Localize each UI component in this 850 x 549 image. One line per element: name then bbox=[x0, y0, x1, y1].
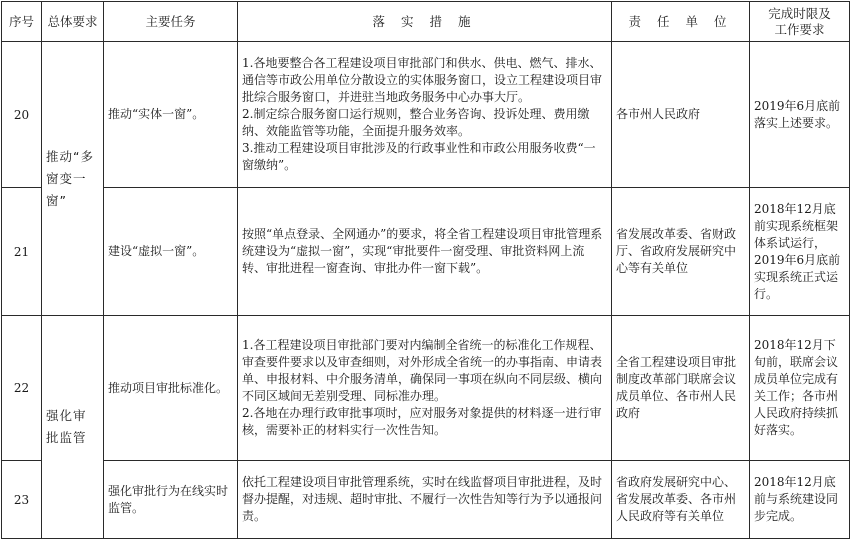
header-main-task: 主要任务 bbox=[104, 2, 238, 42]
row-number: 20 bbox=[2, 42, 42, 188]
measures-cell bbox=[238, 188, 612, 316]
header-row bbox=[2, 2, 850, 42]
responsible-unit: 省发展改革委、省财政厅、省政府发展研究中心等有关单位 bbox=[612, 188, 750, 316]
responsible-unit: 各市州人民政府 bbox=[612, 42, 750, 188]
measure-item: 1.各地要整合各工程建设项目审批部门和供水、供电、燃气、排水、通信等市政公用单位分散设立的实体服务窗口，设立工程建设项目审批综合服务窗口，并进驻当地政务服务中心办事大厅。 bbox=[242, 56, 603, 104]
table-row bbox=[2, 188, 850, 316]
main-task: 强化审批行为在线实时监管。 bbox=[104, 461, 238, 539]
deadline: 2019年6月底前落实上述要求。 bbox=[750, 42, 850, 188]
header-seq: 序号 bbox=[2, 2, 42, 42]
responsible-unit: 省政府发展研究中心、省发展改革委、各市州人民政府等有关单位 bbox=[612, 461, 750, 539]
measures-cell bbox=[238, 316, 612, 461]
group-requirement: 推动“多窗变一窗” bbox=[42, 42, 104, 316]
measure-item: 依托工程建设项目审批管理系统，实时在线监督项目审批进程，及时督办提醒，对违规、超时审批、不履行一次性告知等行为予以通报问责。 bbox=[242, 475, 603, 523]
deadline: 2018年12月底前实现系统框架体系试运行，2019年6月底前实现系统正式运行。 bbox=[750, 188, 850, 316]
measure-item: 1.各工程建设项目审批部门要对内编制全省统一的标准化工作规程、审查要件要求以及审查细则，对外形成全省统一的办事指南、申请表单、申报材料、中介服务清单，确保同一事项在纵向不同层级、横向不同区域间无差别受理、同标准办理。 bbox=[242, 338, 603, 403]
header-general-requirement: 总体要求 bbox=[42, 2, 104, 42]
main-task: 建设“虚拟一窗”。 bbox=[104, 188, 238, 316]
measure-item: 3.推动工程建设项目审批涉及的行政事业性和市政公用服务收费“一窗缴纳”。 bbox=[242, 141, 596, 172]
header-deadline: 完成时限及 工作要求 bbox=[750, 2, 850, 42]
header-responsible-unit: 责 任 单 位 bbox=[612, 2, 750, 42]
deadline: 2018年12月下旬前，联席会议成员单位完成有关工作；各市州人民政府持续抓好落实。 bbox=[750, 316, 850, 461]
responsible-unit: 全省工程建设项目审批制度改革部门联席会议成员单位、各市州人民政府 bbox=[612, 316, 750, 461]
main-task: 推动项目审批标准化。 bbox=[104, 316, 238, 461]
table-row bbox=[2, 461, 850, 539]
group-requirement: 强化审批监管 bbox=[42, 316, 104, 539]
measure-item: 按照“单点登录、全网通办”的要求，将全省工程建设项目审批管理系统建设为“虚拟一窗”，实现“审批要件一窗受理、审批资料网上流转、审批进程一窗查询、审批办件一窗下载”。 bbox=[242, 227, 603, 275]
task-table bbox=[1, 1, 850, 539]
main-task: 推动“实体一窗”。 bbox=[104, 42, 238, 188]
measures-cell bbox=[238, 461, 612, 539]
measure-item: 2.制定综合服务窗口运行规则，整合业务咨询、投诉处理、费用缴纳、效能监管等功能，全面提升服务效率。 bbox=[242, 107, 590, 138]
row-number: 23 bbox=[2, 461, 42, 539]
table-row bbox=[2, 316, 850, 461]
measures-cell bbox=[238, 42, 612, 188]
row-number: 22 bbox=[2, 316, 42, 461]
table-row bbox=[2, 42, 850, 188]
header-measures: 落 实 措 施 bbox=[238, 2, 612, 42]
deadline: 2018年12月底前与系统建设同步完成。 bbox=[750, 461, 850, 539]
row-number: 21 bbox=[2, 188, 42, 316]
measure-item: 2.各地在办理行政审批事项时，应对服务对象提供的材料逐一进行审核，需要补正的材料实行一次性告知。 bbox=[242, 406, 602, 437]
